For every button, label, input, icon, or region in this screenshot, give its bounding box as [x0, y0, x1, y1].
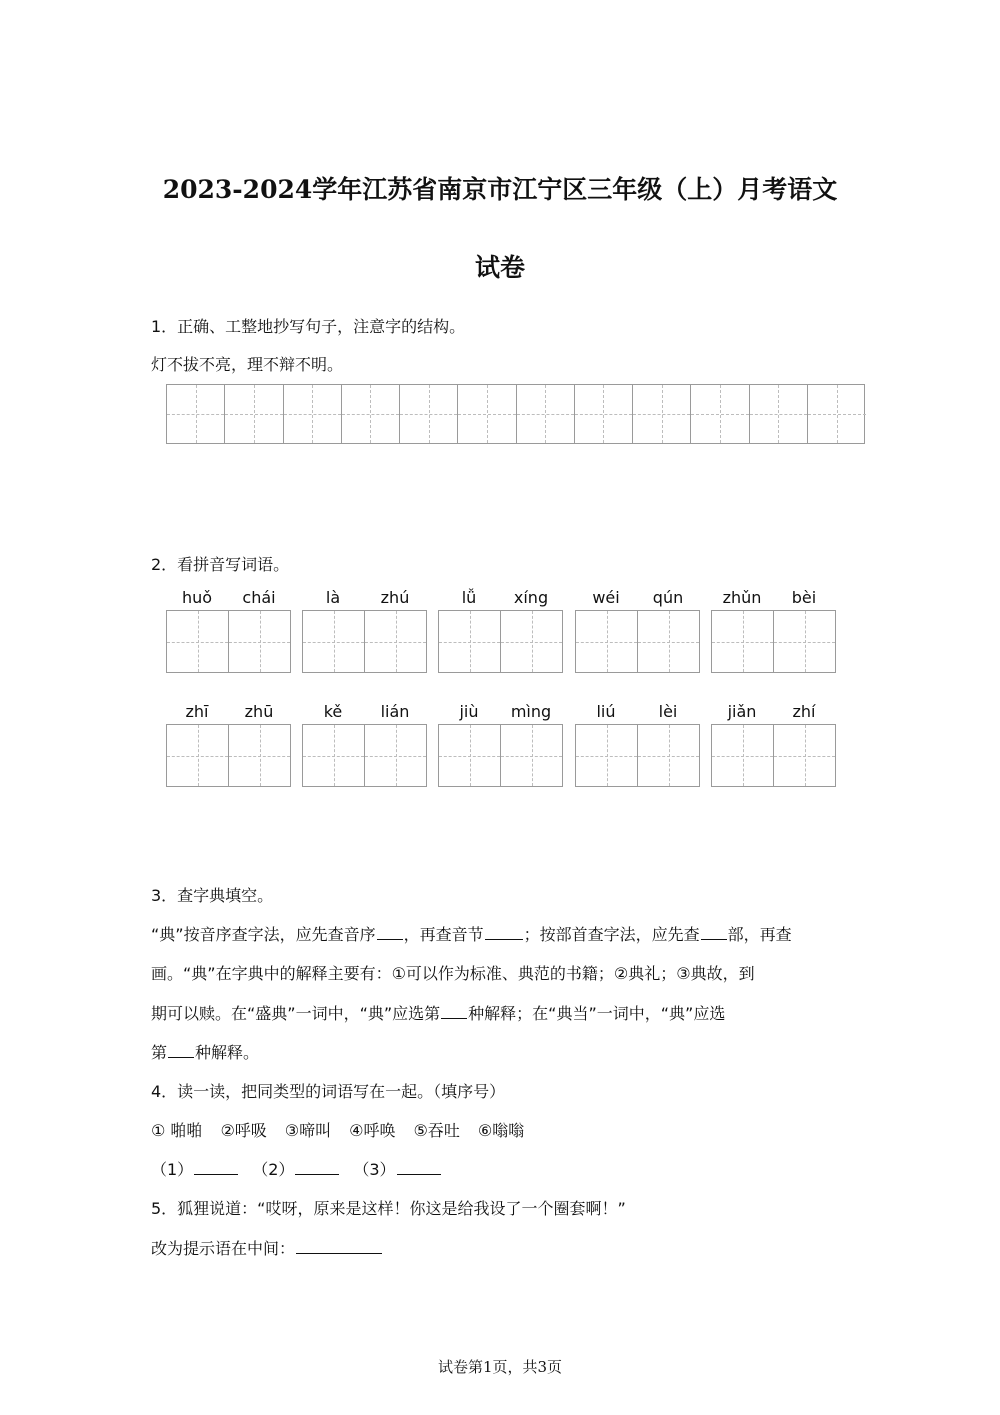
pinyin-label: zhī [185, 702, 209, 721]
q2-writing-box[interactable] [711, 610, 836, 673]
q2-char-cell[interactable] [774, 725, 835, 786]
pinyin-label: lián [380, 702, 410, 721]
q3-text-b: ，再查音节 [403, 925, 484, 944]
q2-char-cell[interactable] [712, 611, 774, 672]
q4-blank-2[interactable] [295, 1158, 339, 1175]
q3-line4 [151, 1040, 259, 1063]
page-title-cont: 试卷 [474, 253, 525, 282]
q2-char-cell[interactable] [229, 611, 290, 672]
pinyin-label: zhū [244, 702, 274, 721]
q3-line2: 画。“典”在字典中的解释主要有：①可以作为标准、典范的书籍；②典礼；③典故，到 [151, 964, 755, 983]
pinyin-label: zhǔn [722, 588, 762, 607]
q2-char-cell[interactable] [638, 725, 699, 786]
q2-char-cell[interactable] [303, 611, 365, 672]
q3-text-h: 种解释。 [195, 1043, 260, 1062]
q3-line1 [151, 922, 792, 945]
q2-writing-box[interactable] [575, 724, 700, 787]
q3-line3 [151, 1001, 725, 1024]
pinyin-label: zhí [792, 702, 816, 721]
pinyin-label: lǚ [461, 588, 477, 607]
q4-blank-3[interactable] [397, 1158, 441, 1175]
q2-char-cell[interactable] [774, 611, 835, 672]
q2-char-cell[interactable] [576, 725, 638, 786]
pinyin-label: wéi [592, 588, 620, 607]
q2-char-cell[interactable] [167, 611, 229, 672]
q3-text-f: 种解释；在“典当”一词中，“典”应选 [468, 1004, 726, 1023]
q3-text-c: ；按部首查字法，应先查 [523, 925, 700, 944]
q3-blank-yinxu[interactable] [377, 923, 403, 940]
pinyin-label: liú [596, 702, 616, 721]
q1-prompt: 1．正确、工整地抄写句子，注意字的结构。 [151, 317, 466, 336]
q4-label-3: （3） [353, 1160, 396, 1179]
pinyin-label: zhú [380, 588, 410, 607]
q1-sentence: 灯不拔不亮，理不辩不明。 [151, 355, 344, 374]
q5-instruction: 改为提示语在中间： [151, 1239, 296, 1258]
q3-prompt: 3．查字典填空。 [151, 886, 274, 905]
q2-char-cell[interactable] [439, 611, 501, 672]
q3-text-g: 第 [151, 1043, 168, 1062]
pinyin-label: chái [242, 588, 276, 607]
q4-label-2: （2） [252, 1160, 295, 1179]
q4-option-3: ③啼叫 [284, 1121, 332, 1140]
pinyin-label: lèi [658, 702, 678, 721]
q2-char-cell[interactable] [638, 611, 699, 672]
q5-blank[interactable] [296, 1237, 382, 1254]
pinyin-label: mìng [510, 702, 552, 721]
q2-writing-box[interactable] [575, 610, 700, 673]
q2-writing-box[interactable] [302, 610, 427, 673]
q4-prompt: 4．读一读，把同类型的词语写在一起。（填序号） [151, 1082, 506, 1101]
page-footer: 试卷第1页，共3页 [437, 1358, 563, 1376]
q2-writing-box[interactable] [166, 724, 291, 787]
q2-char-cell[interactable] [439, 725, 501, 786]
q2-char-cell[interactable] [501, 725, 562, 786]
q2-writing-box[interactable] [711, 724, 836, 787]
q3-blank-diandang[interactable] [168, 1041, 194, 1058]
q2-char-cell[interactable] [303, 725, 365, 786]
pinyin-label: jiǎn [727, 702, 757, 721]
q2-char-cell[interactable] [229, 725, 290, 786]
q2-char-cell[interactable] [167, 725, 229, 786]
q4-answers [151, 1157, 442, 1180]
q3-blank-yinjie[interactable] [485, 923, 523, 940]
page-title: 2023-2024学年江苏省南京市江宁区三年级（上）月考语文 [162, 175, 838, 204]
pinyin-label: bèi [791, 588, 817, 607]
q2-writing-box[interactable] [166, 610, 291, 673]
q3-blank-bushou[interactable] [701, 923, 727, 940]
pinyin-label: kě [323, 702, 343, 721]
q5-prompt: 5．狐狸说道：“哎呀，原来是这样！你这是给我设了一个圈套啊！” [151, 1199, 626, 1218]
pinyin-label: qún [652, 588, 684, 607]
pinyin-label: huǒ [181, 588, 213, 607]
q4-option-2: ②呼吸 [220, 1121, 267, 1140]
pinyin-label: jiù [459, 702, 479, 721]
q2-writing-box[interactable] [302, 724, 427, 787]
q2-char-cell[interactable] [576, 611, 638, 672]
q2-writing-box[interactable] [438, 610, 563, 673]
q3-text-e: 期可以赎。在“盛典”一词中，“典”应选第 [151, 1004, 441, 1023]
q2-prompt: 2．看拼音写词语。 [151, 555, 290, 574]
q3-text-a: “典”按音序查字法，应先查音序 [151, 925, 376, 944]
q5-instruction-line [151, 1236, 383, 1259]
q2-char-cell[interactable] [365, 725, 426, 786]
q4-option-4: ④呼唤 [349, 1121, 396, 1140]
q3-blank-shengdian[interactable] [441, 1002, 467, 1019]
q4-label-1: （1） [151, 1160, 194, 1179]
q4-option-5: ⑤吞吐 [413, 1121, 460, 1140]
q4-options [151, 1118, 542, 1141]
q4-option-1: ① 啪啪 [151, 1121, 203, 1140]
pinyin-label: là [325, 588, 341, 607]
q2-char-cell[interactable] [365, 611, 426, 672]
pinyin-label: xíng [513, 588, 549, 607]
q3-text-d: 部，再查 [727, 925, 792, 944]
q4-option-6: ⑥嗡嗡 [477, 1121, 525, 1140]
q4-blank-1[interactable] [194, 1158, 238, 1175]
q2-writing-box[interactable] [438, 724, 563, 787]
q2-char-cell[interactable] [712, 725, 774, 786]
q2-char-cell[interactable] [501, 611, 562, 672]
